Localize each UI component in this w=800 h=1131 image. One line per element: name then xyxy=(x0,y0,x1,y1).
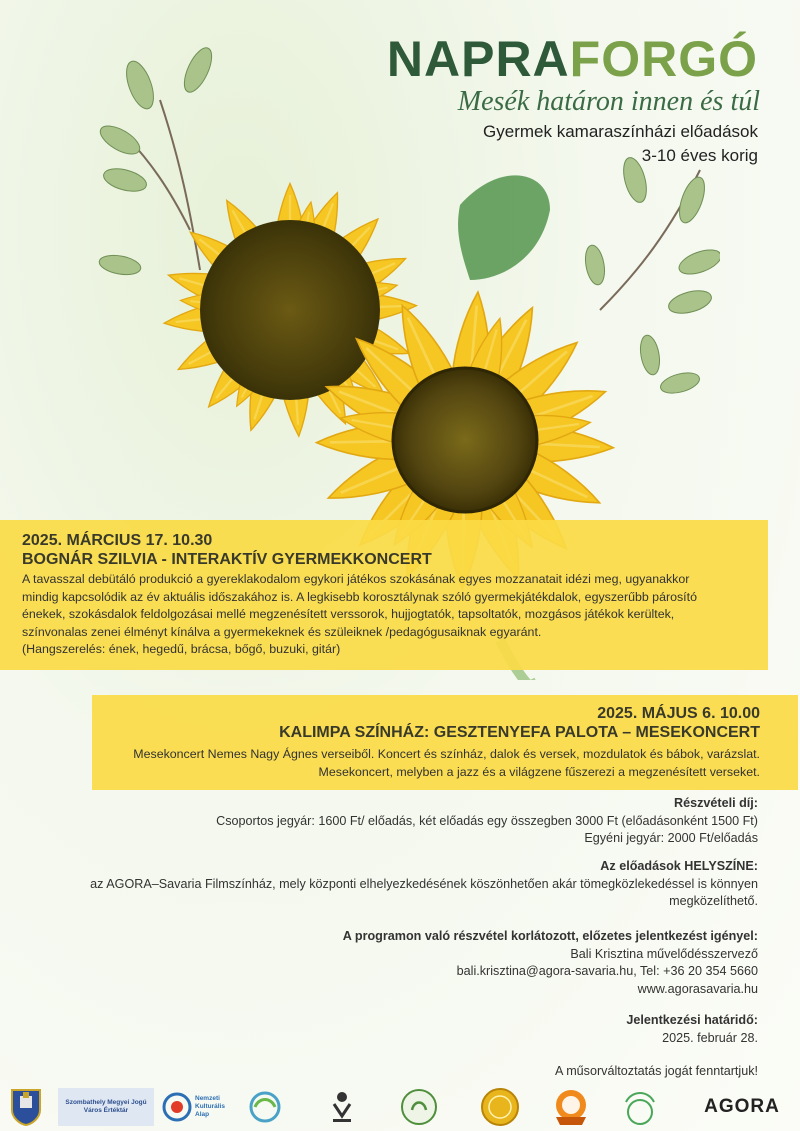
event-1-line: A tavasszal debütáló produkció a gyereklakodalom egykori játékos szokásának egyes mozzanatait idézi meg, ugyanakkor xyxy=(22,572,690,586)
contact-name: Bali Krisztina művelődésszervező xyxy=(570,946,758,961)
agora-logo: AGORA xyxy=(704,1096,780,1117)
nka-logo-text xyxy=(195,1095,225,1119)
event-1-line: énekek, szokásdalok feldolgozásai mellé megzenésített verssorok, hujjogtatók, tapsoltatók, mozgásos játékok kerültek, xyxy=(22,607,675,622)
venue-section xyxy=(38,858,758,911)
fee-individual-price: Egyéni jegyár: 2000 Ft/előadás xyxy=(584,831,758,845)
fee-section xyxy=(38,795,758,848)
ministry-logo xyxy=(325,1088,359,1126)
event-2-date: 2025. MÁJUS 6. 10.00 xyxy=(597,705,760,722)
event-2-line: Mesekoncert Nemes Nagy Ágnes verseiből. Koncert és színház, dalok és versek, mozdulatok és bábok, varázslat. xyxy=(133,747,760,761)
disclaimer: A műsorváltoztatás jogát fenntartjuk! xyxy=(554,1064,758,1078)
event-2-description xyxy=(100,746,760,781)
event-1-title: BOGNÁR SZILVIA - INTERAKTÍV GYERMEKKONCERT xyxy=(22,551,432,568)
fee-label: Részvételi díj: xyxy=(674,796,758,810)
registration-label: A programon való részvétel korlátozott, előzetes jelentkezést igényel: xyxy=(342,929,758,943)
kilato-pont-logo xyxy=(620,1088,660,1126)
website-link[interactable]: www.agorasavaria.hu xyxy=(637,981,758,996)
event-1 xyxy=(22,532,762,659)
nka-logo xyxy=(162,1088,232,1126)
anniversary-badge-logo xyxy=(546,1088,596,1126)
green-seal-logo xyxy=(398,1088,440,1126)
event-1-line: (Hangszerelés: ének, hegedű, brácsa, bőgő, buzuki, gitár) xyxy=(22,642,341,657)
title-part-1: NAPRA xyxy=(386,31,570,87)
deadline-value: 2025. február 28. xyxy=(662,1030,758,1045)
event-1-date: 2025. MÁRCIUS 17. 10.30 xyxy=(22,532,213,549)
gold-medal-logo xyxy=(478,1088,522,1126)
nka-emblem-icon xyxy=(162,1092,192,1122)
nka-line-1: Nemzeti xyxy=(195,1095,220,1102)
deadline-section xyxy=(38,1012,758,1047)
event-2-line: Mesekoncert, melyben a jazz és a világzene fűszerezi a megzenésített verseket. xyxy=(318,764,760,779)
tagline-line-1: Gyermek kamaraszínházi előadások xyxy=(483,122,758,141)
venue-line-1: az AGORA–Savaria Filmszínház, mely központi elhelyezkedésének köszönhetően akár tömegközlekedéssel is könnyen xyxy=(90,876,758,891)
sponsor-logos xyxy=(0,1080,800,1131)
event-2-title: KALIMPA SZÍNHÁZ: GESZTENYEFA PALOTA – MESEKONCERT xyxy=(279,724,760,741)
swirl-logo xyxy=(245,1088,285,1126)
venue-line-2: megközelíthető. xyxy=(669,894,758,908)
event-1-line: színvonalas zenei élményt kínálva a gyermekeknek és szüleiknek /pedagógusaiknak egyaránt. xyxy=(22,624,542,639)
poster-subtitle: Mesék határon innen és túl xyxy=(457,86,760,117)
nka-line-3: Alap xyxy=(195,1111,210,1118)
ertektar-logo-text: Szombathely Megyei Jogú Város Értéktár xyxy=(65,1099,147,1114)
contact-email-phone[interactable]: bali.krisztina@agora-savaria.hu, Tel: +36 20 354 5660 xyxy=(456,964,758,978)
fee-group-price: Csoportos jegyár: 1600 Ft/ előadás, két előadás egy összegben 3000 Ft (előadásonként 1500 Ft) xyxy=(216,813,758,828)
deadline-label: Jelentkezési határidő: xyxy=(626,1013,758,1027)
venue-label: Az előadások HELYSZÍNE: xyxy=(600,859,758,873)
event-1-line: mindig kapcsolódik az év aktuális időszakához is. A legkisebb korosztálynak szóló gyermekjátékdalok, egyszerűbb párosító xyxy=(22,589,697,604)
nka-line-2: Kulturális xyxy=(195,1103,225,1110)
event-2 xyxy=(100,705,760,781)
tagline-line-2: 3-10 éves korig xyxy=(641,146,758,165)
event-1-description xyxy=(22,571,762,659)
title-part-2: FORGÓ xyxy=(569,31,758,87)
city-coat-of-arms-logo xyxy=(8,1088,44,1126)
ertektar-logo xyxy=(58,1088,154,1126)
registration-section xyxy=(38,928,758,998)
